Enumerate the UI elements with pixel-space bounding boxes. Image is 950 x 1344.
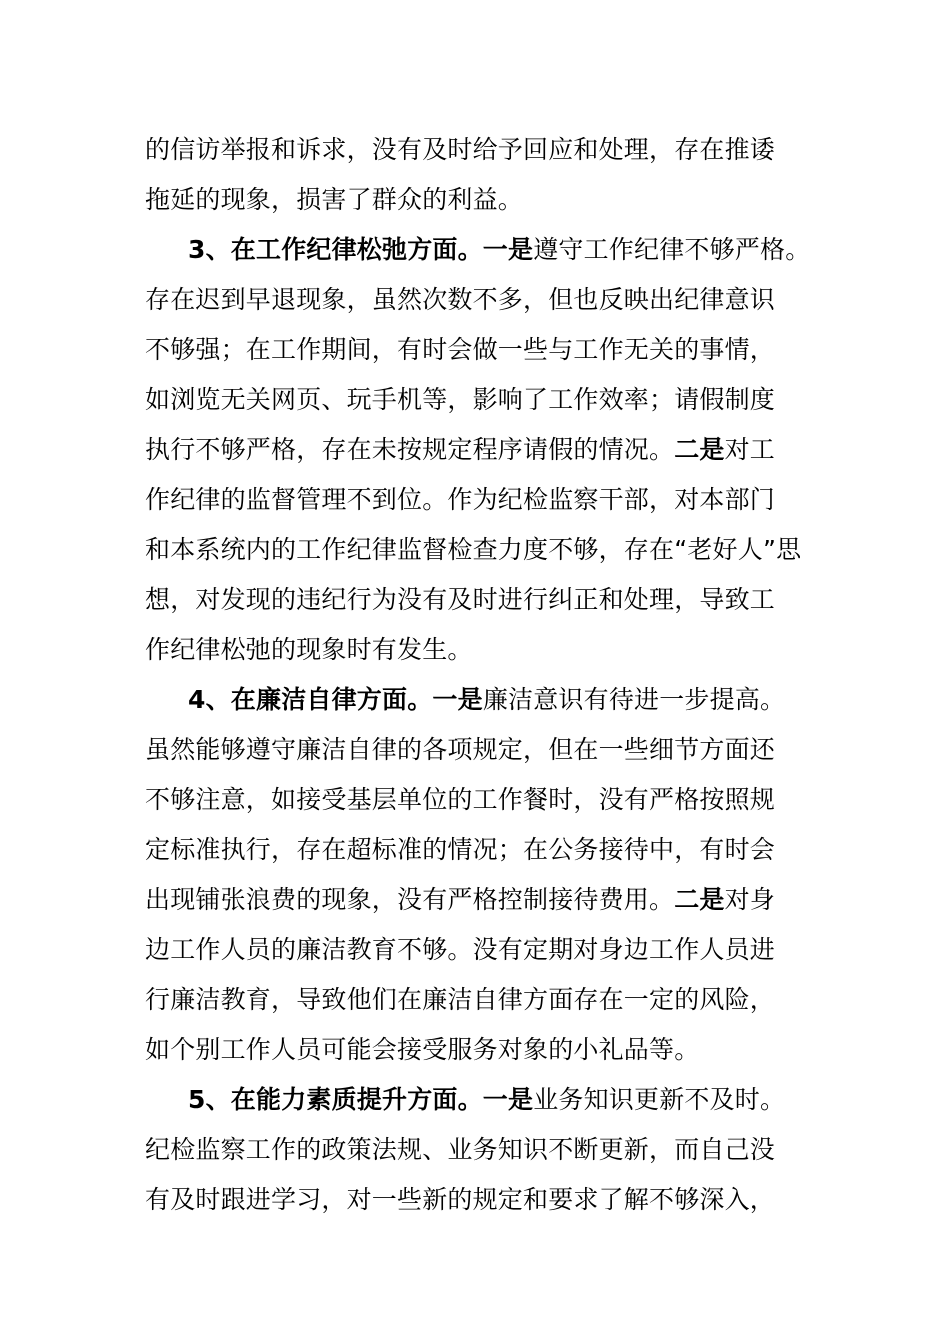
section-heading: 4、在廉洁自律方面。 xyxy=(188,685,433,714)
text-line xyxy=(145,825,775,875)
line-text: 廉洁意识有待进一步提高。 xyxy=(482,685,786,714)
text-line xyxy=(145,475,775,525)
line-text: 拖延的现象，损害了群众的利益。 xyxy=(145,185,524,214)
line-text: 遵守工作纪律不够严格。 xyxy=(533,235,811,264)
line-text: 的信访举报和诉求，没有及时给予回应和处理，存在推诿 xyxy=(145,135,776,164)
line-text: 如浏览无关网页、玩手机等，影响了工作效率；请假制度 xyxy=(145,385,776,414)
point-marker: 二是 xyxy=(674,435,725,464)
section-heading-line xyxy=(188,1075,785,1125)
text-line xyxy=(145,525,801,575)
line-text: 出现铺张浪费的现象，没有严格控制接待费用。 xyxy=(145,885,675,914)
line-text: 不够强；在工作期间，有时会做一些与工作无关的事情， xyxy=(145,335,776,364)
text-line xyxy=(145,625,473,675)
text-line xyxy=(145,1125,775,1175)
line-text: 有及时跟进学习，对一些新的规定和要求了解不够深入， xyxy=(145,1185,776,1214)
line-text: 边工作人员的廉洁教育不够。没有定期对身边工作人员进 xyxy=(145,935,776,964)
text-line xyxy=(145,725,775,775)
line-text: 和本系统内的工作纪律监督检查力度不够，存在“老好人”思 xyxy=(145,535,802,564)
section-heading: 3、在工作纪律松弛方面。 xyxy=(188,235,483,264)
text-line xyxy=(145,925,775,975)
point-marker: 二是 xyxy=(674,885,725,914)
line-text: 如个别工作人员可能会接受服务对象的小礼品等。 xyxy=(145,1035,700,1064)
line-text: 对身 xyxy=(724,885,776,914)
point-marker: 一是 xyxy=(482,1085,534,1114)
line-text: 行廉洁教育，导致他们在廉洁自律方面存在一定的风险， xyxy=(145,985,776,1014)
text-line xyxy=(145,575,775,625)
point-marker: 一是 xyxy=(432,685,483,714)
line-text: 作纪律松弛的现象时有发生。 xyxy=(145,635,473,664)
line-text: 业务知识更新不及时。 xyxy=(533,1085,786,1114)
line-text: 定标准执行，存在超标准的情况；在公务接待中，有时会 xyxy=(145,835,776,864)
text-line xyxy=(145,375,775,425)
line-text: 作纪律的监督管理不到位。作为纪检监察干部，对本部门 xyxy=(145,485,776,514)
line-text: 存在迟到早退现象，虽然次数不多，但也反映出纪律意识 xyxy=(145,285,776,314)
text-line xyxy=(145,325,775,375)
text-line xyxy=(145,275,775,325)
text-line xyxy=(145,1175,775,1225)
line-text: 纪检监察工作的政策法规、业务知识不断更新，而自己没 xyxy=(145,1135,776,1164)
text-line xyxy=(145,975,775,1025)
line-text: 虽然能够遵守廉洁自律的各项规定，但在一些细节方面还 xyxy=(145,735,776,764)
text-line xyxy=(145,875,775,925)
text-line xyxy=(145,175,523,225)
line-text: 对工 xyxy=(724,435,776,464)
text-line xyxy=(145,775,775,825)
text-line xyxy=(145,125,775,175)
line-text: 执行不够严格，存在未按规定程序请假的情况。 xyxy=(145,435,675,464)
section-heading: 5、在能力素质提升方面。 xyxy=(188,1085,483,1114)
text-line xyxy=(145,425,775,475)
section-heading-line xyxy=(188,675,785,725)
point-marker: 一是 xyxy=(482,235,534,264)
section-heading-line xyxy=(188,225,810,275)
text-line xyxy=(145,1025,699,1075)
line-text: 想，对发现的违纪行为没有及时进行纠正和处理，导致工 xyxy=(145,585,776,614)
line-text: 不够注意，如接受基层单位的工作餐时，没有严格按照规 xyxy=(145,785,776,814)
